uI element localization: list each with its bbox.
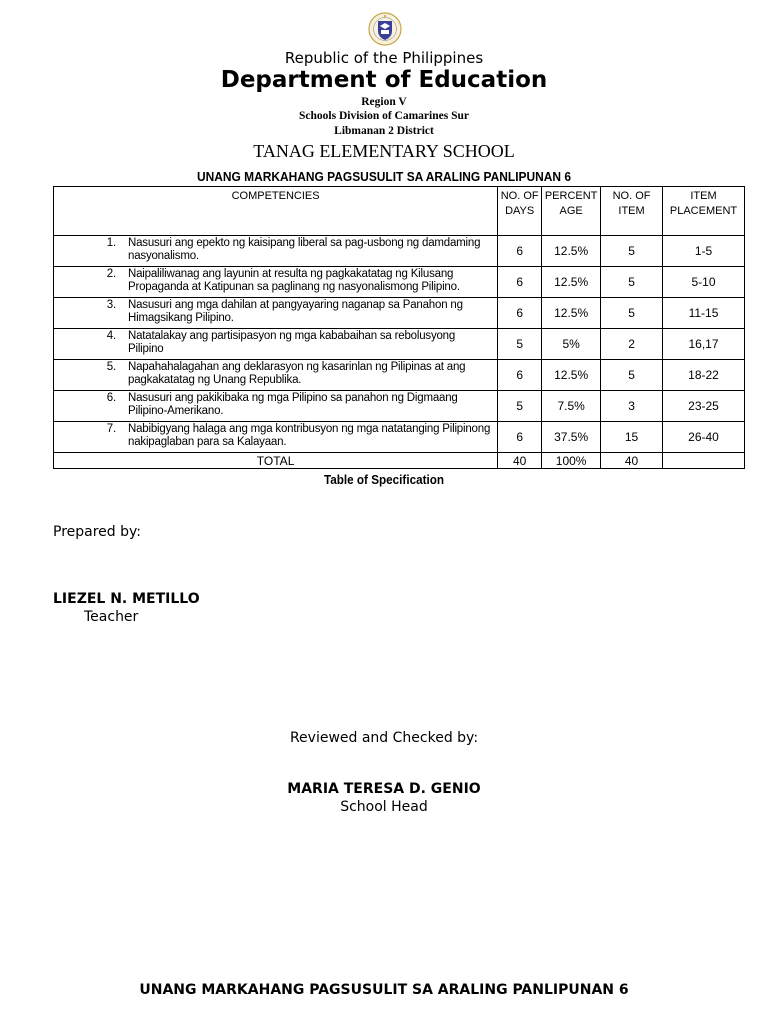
table-row [54, 391, 745, 422]
placement-cell: 5-10 [663, 267, 745, 298]
competency-cell [54, 329, 498, 360]
footer-title: UNANG MARKAHANG PAGSUSULIT SA ARALING PANLIPUNAN 6 [139, 982, 629, 998]
competency-cell [54, 360, 498, 391]
competency-cell [54, 298, 498, 329]
percent-cell: 37.5% [542, 422, 601, 453]
items-cell: 3 [601, 391, 663, 422]
total-percent: 100% [542, 453, 601, 469]
republic-heading: Republic of the Philippines [284, 49, 484, 67]
days-cell: 6 [498, 236, 542, 267]
competency-text: Naipaliliwanag ang layunin at resulta ng pagkakatatag ng Kilusang Propaganda at Katipunan sa paglinang ng nasyonalismong Pilipino. [128, 268, 460, 293]
percent-cell: 12.5% [542, 298, 601, 329]
table-row [54, 267, 745, 298]
teacher-name: LIEZEL N. METILLO [53, 591, 200, 607]
percent-cell: 7.5% [542, 391, 601, 422]
table-row [54, 422, 745, 453]
percent-cell: 12.5% [542, 267, 601, 298]
table-header-row [54, 187, 745, 236]
deped-seal-icon [368, 12, 402, 46]
total-items: 40 [601, 453, 663, 469]
competency-number: 6. [106, 392, 116, 404]
header-placement: ITEM PLACEMENT [663, 187, 745, 236]
items-cell: 5 [601, 360, 663, 391]
competency-text: Napahahalagahan ang deklarasyon ng kasarinlan ng Pilipinas at ang pagkakatatag ng Unang Republika. [128, 361, 466, 386]
days-cell: 5 [498, 329, 542, 360]
competency-cell [54, 391, 498, 422]
competency-cell [54, 422, 498, 453]
days-cell: 6 [498, 298, 542, 329]
items-cell: 2 [601, 329, 663, 360]
department-heading: Department of Education [220, 67, 548, 93]
total-placement [663, 453, 745, 469]
percent-cell: 5% [542, 329, 601, 360]
exam-title: UNANG MARKAHANG PAGSUSULIT SA ARALING PANLIPUNAN 6 [196, 169, 572, 184]
placement-cell: 16,17 [663, 329, 745, 360]
header-days: NO. OF DAYS [498, 187, 542, 236]
days-cell: 6 [498, 360, 542, 391]
competency-text: Nasusuri ang pakikibaka ng mga Pilipino sa panahon ng Digmaang Pilipino-Amerikano. [128, 392, 458, 417]
competency-text: Nasusuri ang mga dahilan at pangyayaring naganap sa Panahon ng Himagsikang Pilipino. [128, 299, 463, 324]
competency-text: Nabibigyang halaga ang mga kontribusyon ng mga natatanging Pilipinong nakipaglaban para sa Kalayaan. [128, 423, 491, 448]
competency-cell [54, 236, 498, 267]
table-row [54, 236, 745, 267]
competency-number: 3. [106, 299, 116, 311]
placement-cell: 23-25 [663, 391, 745, 422]
percent-cell: 12.5% [542, 360, 601, 391]
items-cell: 5 [601, 298, 663, 329]
header-items: NO. OF ITEM [601, 187, 663, 236]
placement-cell: 18-22 [663, 360, 745, 391]
division-text: Schools Division of Camarines Sur [299, 110, 469, 122]
header-percent: PERCENT AGE [542, 187, 601, 236]
competency-number: 4. [106, 330, 116, 342]
items-cell: 15 [601, 422, 663, 453]
competency-number: 1. [106, 237, 116, 249]
table-row [54, 360, 745, 391]
competency-text: Natatalakay ang partisipasyon ng mga kababaihan sa rebolusyong Pilipino [128, 330, 456, 355]
days-cell: 6 [498, 422, 542, 453]
prepared-by-label: Prepared by: [53, 524, 141, 540]
competency-number: 7. [106, 423, 116, 435]
items-cell: 5 [601, 267, 663, 298]
region-text: Region V [361, 96, 407, 108]
table-row [54, 329, 745, 360]
table-caption: Table of Specification [323, 472, 445, 487]
placement-cell: 26-40 [663, 422, 745, 453]
days-cell: 6 [498, 267, 542, 298]
school-name: TANAG ELEMENTARY SCHOOL [253, 141, 515, 161]
competency-cell [54, 267, 498, 298]
district-text: Libmanan 2 District [334, 125, 434, 137]
competency-text: Nasusuri ang epekto ng kaisipang liberal sa pag-usbong ng damdaming nasyonalismo. [128, 237, 481, 262]
school-head-role: School Head [340, 799, 428, 815]
placement-cell: 1-5 [663, 236, 745, 267]
total-row [54, 453, 745, 469]
competency-number: 2. [106, 268, 116, 280]
items-cell: 5 [601, 236, 663, 267]
total-label: TOTAL [54, 453, 498, 469]
total-days: 40 [498, 453, 542, 469]
specification-table [53, 186, 745, 469]
competency-number: 5. [106, 361, 116, 373]
placement-cell: 11-15 [663, 298, 745, 329]
school-head-name: MARIA TERESA D. GENIO [287, 781, 481, 797]
table-row [54, 298, 745, 329]
teacher-role: Teacher [84, 609, 139, 625]
header-competencies: COMPETENCIES [54, 187, 498, 236]
reviewed-by-label: Reviewed and Checked by: [289, 730, 479, 746]
days-cell: 5 [498, 391, 542, 422]
percent-cell: 12.5% [542, 236, 601, 267]
